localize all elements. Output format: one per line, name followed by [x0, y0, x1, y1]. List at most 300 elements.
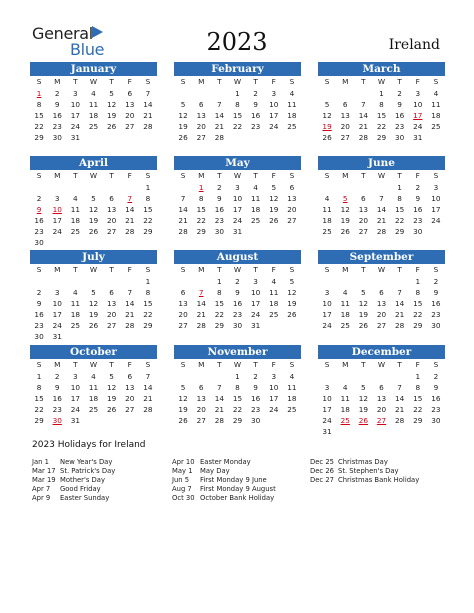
day-cell: 31	[70, 133, 80, 142]
weekday-label: T	[109, 265, 114, 274]
day-cell: 10	[70, 100, 80, 109]
day-cell: 13	[125, 100, 135, 109]
day-cell: 18	[250, 205, 261, 214]
day-cell: 14	[394, 299, 405, 308]
day-cell: 25	[70, 227, 80, 236]
day-cell: 23	[413, 216, 423, 225]
month-days-grid	[30, 170, 157, 248]
weekday-label: T	[73, 171, 78, 180]
day-cell: 14	[376, 205, 387, 214]
day-cell: 14	[214, 111, 224, 120]
day-cell: 23	[431, 405, 441, 414]
weekday-label: M	[198, 77, 205, 86]
day-cell: 29	[413, 321, 423, 330]
logo-text-blue: Blue	[70, 40, 105, 59]
weekday-label: M	[54, 171, 61, 180]
day-cell: 4	[342, 288, 348, 297]
day-cell: 29	[34, 416, 44, 425]
holiday-row	[32, 476, 115, 485]
day-cell: 22	[413, 310, 423, 319]
empty-cell	[84, 182, 102, 193]
day-cell: 30	[431, 416, 441, 425]
day-cell: 23	[250, 405, 261, 414]
day-cell: 23	[34, 321, 44, 330]
day-cell: 7	[379, 194, 384, 203]
day-cell: 28	[214, 416, 224, 425]
day-cell: 6	[109, 288, 114, 297]
day-cell: 1	[397, 183, 402, 192]
empty-cell	[354, 371, 372, 382]
day-cell: 19	[340, 216, 350, 225]
weekday-label: F	[127, 171, 132, 180]
month-header: October	[30, 345, 157, 359]
holiday-name: First Monday 9 June	[200, 476, 267, 484]
day-cell: 27	[125, 122, 135, 131]
day-cell: 14	[178, 205, 188, 214]
day-cell: 19	[88, 310, 99, 319]
weekday-label: S	[324, 360, 330, 369]
weekday-label: M	[198, 360, 205, 369]
day-cell: 20	[196, 122, 206, 131]
day-cell: 12	[287, 288, 297, 297]
empty-cell	[103, 276, 121, 287]
holiday-date: Apr 10	[172, 458, 195, 466]
day-cell: 2	[217, 183, 222, 192]
day-cell: 26	[269, 216, 279, 225]
day-cell: 25	[340, 321, 350, 330]
day-cell: 10	[322, 394, 332, 403]
day-cell: 16	[232, 299, 243, 308]
day-cell: 27	[196, 416, 206, 425]
holiday-day-cell: 1	[36, 89, 42, 98]
day-cell: 27	[106, 227, 117, 236]
holiday-row	[172, 467, 276, 476]
day-cell: 21	[394, 310, 405, 319]
day-cell: 30	[431, 321, 441, 330]
holiday-date: Oct 30	[172, 494, 195, 502]
weekday-label: W	[233, 265, 242, 274]
weekday-label: S	[145, 77, 151, 86]
holiday-date: Aug 7	[172, 485, 192, 493]
day-cell: 21	[196, 310, 206, 319]
day-cell: 3	[271, 89, 277, 98]
weekday-label: T	[253, 171, 258, 180]
day-cell: 12	[106, 100, 117, 109]
day-cell: 15	[143, 299, 153, 308]
day-cell: 1	[415, 277, 421, 286]
weekday-label: S	[324, 171, 330, 180]
empty-cell	[103, 182, 121, 193]
day-cell: 7	[127, 288, 133, 297]
day-cell: 19	[178, 122, 188, 131]
day-cell: 9	[253, 383, 258, 392]
weekday-label: M	[54, 360, 61, 369]
day-cell: 6	[180, 288, 186, 297]
day-cell: 22	[34, 405, 44, 414]
holiday-day-cell: 1	[198, 183, 204, 192]
day-cell: 2	[36, 288, 42, 297]
day-cell: 3	[73, 89, 78, 98]
day-cell: 6	[109, 194, 114, 203]
day-cell: 21	[178, 216, 188, 225]
month-days-grid	[30, 76, 157, 143]
weekday-label: T	[397, 171, 402, 180]
day-cell: 27	[125, 405, 135, 414]
weekday-label: T	[73, 77, 78, 86]
day-cell: 7	[180, 194, 186, 203]
day-cell: 6	[289, 183, 295, 192]
day-cell: 22	[143, 216, 153, 225]
day-cell: 11	[88, 383, 99, 392]
empty-cell	[174, 276, 192, 287]
day-cell: 23	[431, 310, 441, 319]
day-cell: 31	[250, 321, 261, 330]
day-cell: 4	[342, 383, 348, 392]
day-cell: 18	[70, 216, 80, 225]
day-cell: 11	[287, 383, 297, 392]
day-cell: 13	[125, 383, 135, 392]
day-cell: 10	[250, 288, 261, 297]
day-cell: 31	[322, 427, 332, 436]
weekday-label: T	[217, 171, 222, 180]
day-cell: 15	[413, 299, 423, 308]
day-cell: 24	[70, 405, 80, 414]
day-cell: 2	[397, 89, 402, 98]
day-cell: 9	[415, 194, 421, 203]
day-cell: 30	[250, 416, 261, 425]
page-title-year: 2023	[206, 28, 268, 56]
day-cell: 8	[415, 288, 421, 297]
holidays-column	[172, 458, 276, 503]
day-cell: 21	[358, 122, 368, 131]
day-cell: 29	[143, 321, 153, 330]
empty-cell	[372, 276, 390, 287]
day-cell: 4	[433, 89, 439, 98]
day-cell: 4	[73, 288, 78, 297]
weekday-label: T	[397, 360, 402, 369]
day-cell: 1	[379, 89, 384, 98]
day-cell: 21	[125, 310, 135, 319]
day-cell: 5	[109, 372, 114, 381]
day-cell: 24	[52, 227, 62, 236]
day-cell: 18	[287, 394, 297, 403]
weekday-label: S	[289, 360, 295, 369]
day-cell: 15	[34, 111, 44, 120]
empty-cell	[30, 182, 48, 193]
day-cell: 14	[125, 205, 135, 214]
day-cell: 17	[250, 299, 261, 308]
weekday-label: S	[180, 360, 186, 369]
weekday-label: M	[198, 171, 205, 180]
holidays-title: 2023 Holidays for Ireland	[32, 440, 146, 450]
day-cell: 19	[269, 205, 279, 214]
day-cell: 21	[214, 122, 224, 131]
day-cell: 25	[322, 227, 332, 236]
day-cell: 11	[269, 288, 279, 297]
day-cell: 13	[340, 111, 350, 120]
day-cell: 16	[413, 205, 423, 214]
day-cell: 31	[70, 416, 80, 425]
day-cell: 19	[106, 111, 117, 120]
day-cell: 12	[88, 299, 99, 308]
day-cell: 16	[214, 205, 224, 214]
holiday-name: Christmas Bank Holiday	[338, 476, 420, 484]
month-september	[318, 250, 445, 331]
day-cell: 28	[143, 405, 153, 414]
day-cell: 12	[340, 205, 350, 214]
day-cell: 26	[358, 321, 368, 330]
holiday-name: New Year's Day	[60, 458, 113, 466]
day-cell: 24	[52, 321, 62, 330]
country-label: Ireland	[388, 37, 440, 53]
empty-cell	[48, 182, 66, 193]
day-cell: 1	[217, 277, 222, 286]
day-cell: 7	[397, 288, 402, 297]
holiday-name: Easter Monday	[200, 458, 251, 466]
day-cell: 15	[376, 111, 387, 120]
day-cell: 27	[178, 321, 188, 330]
day-cell: 28	[394, 416, 405, 425]
weekday-label: M	[342, 360, 349, 369]
day-cell: 11	[70, 299, 80, 308]
day-cell: 9	[397, 100, 402, 109]
day-cell: 28	[358, 133, 368, 142]
empty-cell	[66, 276, 84, 287]
day-cell: 21	[376, 216, 387, 225]
day-cell: 27	[358, 227, 368, 236]
day-cell: 4	[271, 277, 277, 286]
empty-cell	[30, 276, 48, 287]
day-cell: 14	[196, 299, 206, 308]
day-cell: 9	[433, 383, 439, 392]
holiday-day-cell: 7	[127, 194, 133, 203]
month-october	[30, 345, 157, 426]
day-cell: 28	[178, 227, 188, 236]
day-cell: 23	[250, 122, 261, 131]
day-cell: 30	[232, 321, 243, 330]
weekday-label: T	[253, 360, 258, 369]
day-cell: 5	[324, 100, 330, 109]
day-cell: 19	[88, 216, 99, 225]
weekday-label: W	[89, 360, 98, 369]
day-cell: 3	[415, 89, 421, 98]
weekday-label: W	[89, 265, 98, 274]
holidays-column	[310, 458, 419, 485]
empty-cell	[174, 371, 192, 382]
holiday-name: Christmas Day	[338, 458, 388, 466]
day-cell: 19	[358, 405, 368, 414]
empty-cell	[84, 276, 102, 287]
month-june	[318, 156, 445, 237]
day-cell: 14	[214, 394, 224, 403]
holiday-day-cell: 9	[36, 205, 42, 214]
day-cell: 9	[217, 194, 222, 203]
holiday-row	[32, 467, 115, 476]
day-cell: 22	[143, 310, 153, 319]
day-cell: 3	[54, 194, 60, 203]
day-cell: 18	[340, 310, 350, 319]
day-cell: 30	[413, 227, 423, 236]
day-cell: 20	[125, 394, 135, 403]
weekday-label: T	[109, 360, 114, 369]
month-days-grid	[174, 170, 301, 237]
day-cell: 1	[415, 372, 421, 381]
day-cell: 4	[73, 194, 78, 203]
day-cell: 16	[52, 111, 62, 120]
day-cell: 2	[433, 277, 439, 286]
day-cell: 25	[250, 216, 261, 225]
day-cell: 4	[91, 372, 96, 381]
day-cell: 12	[178, 111, 188, 120]
weekday-label: F	[415, 171, 420, 180]
day-cell: 25	[88, 405, 99, 414]
weekday-label: T	[253, 77, 258, 86]
holiday-date: Dec 26	[310, 467, 334, 475]
weekday-label: S	[433, 360, 439, 369]
weekday-label: F	[271, 171, 276, 180]
weekday-label: T	[109, 171, 114, 180]
day-cell: 1	[145, 183, 151, 192]
day-cell: 24	[322, 416, 332, 425]
weekday-label: S	[180, 171, 186, 180]
day-cell: 4	[253, 183, 258, 192]
day-cell: 23	[34, 227, 44, 236]
weekday-label: S	[36, 265, 42, 274]
day-cell: 20	[106, 216, 117, 225]
weekday-label: S	[180, 265, 186, 274]
day-cell: 13	[358, 205, 368, 214]
day-cell: 10	[431, 194, 441, 203]
weekday-label: S	[180, 77, 186, 86]
day-cell: 15	[143, 205, 153, 214]
holiday-day-cell: 19	[322, 122, 332, 131]
month-days-grid	[174, 76, 301, 143]
weekday-label: W	[377, 360, 386, 369]
day-cell: 26	[178, 133, 188, 142]
weekday-label: S	[289, 265, 295, 274]
day-cell: 30	[34, 332, 44, 341]
weekday-label: S	[145, 360, 151, 369]
weekday-label: T	[217, 265, 222, 274]
day-cell: 17	[322, 310, 332, 319]
empty-cell	[121, 182, 139, 193]
day-cell: 18	[88, 394, 99, 403]
day-cell: 26	[88, 227, 99, 236]
day-cell: 24	[70, 122, 80, 131]
day-cell: 2	[54, 89, 60, 98]
day-cell: 29	[394, 227, 405, 236]
month-header: June	[318, 156, 445, 170]
day-cell: 25	[88, 122, 99, 131]
weekday-label: F	[127, 360, 132, 369]
day-cell: 26	[106, 405, 117, 414]
holiday-name: Good Friday	[60, 485, 101, 493]
day-cell: 8	[217, 288, 222, 297]
holiday-day-cell: 27	[376, 416, 387, 425]
month-march	[318, 62, 445, 143]
day-cell: 26	[88, 321, 99, 330]
day-cell: 8	[36, 383, 42, 392]
logo-text-general: General	[32, 24, 93, 43]
day-cell: 15	[413, 394, 423, 403]
holiday-day-cell: 10	[52, 205, 62, 214]
day-cell: 14	[143, 383, 153, 392]
day-cell: 13	[376, 299, 387, 308]
day-cell: 16	[431, 394, 441, 403]
month-header: April	[30, 156, 157, 170]
day-cell: 11	[322, 205, 332, 214]
month-april	[30, 156, 157, 248]
holiday-date: Apr 7	[32, 485, 51, 493]
day-cell: 24	[269, 405, 279, 414]
day-cell: 29	[143, 227, 153, 236]
day-cell: 22	[376, 122, 387, 131]
day-cell: 13	[106, 299, 117, 308]
day-cell: 30	[394, 133, 405, 142]
day-cell: 18	[431, 111, 441, 120]
month-header: May	[174, 156, 301, 170]
day-cell: 4	[324, 194, 330, 203]
weekday-label: S	[433, 171, 439, 180]
month-header: March	[318, 62, 445, 76]
weekday-label: S	[433, 265, 439, 274]
day-cell: 13	[287, 194, 297, 203]
day-cell: 8	[145, 194, 151, 203]
day-cell: 13	[196, 394, 206, 403]
weekday-label: T	[217, 77, 222, 86]
empty-cell	[48, 276, 66, 287]
weekday-label: F	[271, 77, 276, 86]
day-cell: 24	[413, 122, 423, 131]
day-cell: 26	[178, 416, 188, 425]
day-cell: 13	[106, 205, 117, 214]
empty-cell	[210, 371, 228, 382]
holidays-column	[32, 458, 115, 503]
month-days-grid	[318, 359, 445, 437]
weekday-label: M	[342, 265, 349, 274]
day-cell: 29	[34, 133, 44, 142]
weekday-label: M	[54, 265, 61, 274]
day-cell: 22	[232, 122, 243, 131]
weekday-label: T	[217, 360, 222, 369]
day-cell: 22	[196, 216, 206, 225]
holiday-date: Mar 17	[32, 467, 56, 475]
empty-cell	[336, 88, 354, 99]
day-cell: 11	[340, 299, 350, 308]
empty-cell	[336, 276, 354, 287]
weekday-label: S	[324, 265, 330, 274]
month-days-grid	[174, 359, 301, 426]
day-cell: 6	[361, 194, 366, 203]
empty-cell	[372, 182, 390, 193]
day-cell: 16	[250, 111, 261, 120]
month-header: August	[174, 250, 301, 264]
day-cell: 11	[287, 100, 297, 109]
day-cell: 22	[413, 405, 423, 414]
day-cell: 24	[232, 216, 243, 225]
holiday-day-cell: 25	[340, 416, 350, 425]
day-cell: 10	[52, 299, 62, 308]
holiday-day-cell: 7	[198, 288, 204, 297]
day-cell: 9	[36, 299, 42, 308]
day-cell: 1	[145, 277, 151, 286]
empty-cell	[192, 371, 210, 382]
day-cell: 5	[289, 277, 295, 286]
month-days-grid	[318, 76, 445, 143]
day-cell: 13	[178, 299, 188, 308]
day-cell: 16	[34, 310, 44, 319]
day-cell: 3	[433, 183, 439, 192]
